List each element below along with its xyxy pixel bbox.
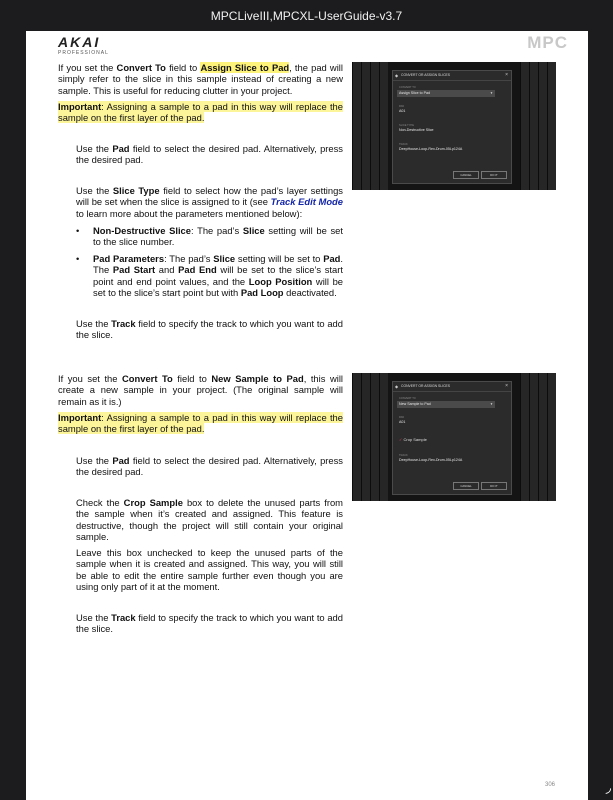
track-strip [361, 373, 370, 501]
text: setting will be set to the slice number. [93, 225, 344, 248]
text: : The pad’s [190, 225, 243, 236]
cancel-button: CANCEL [453, 171, 479, 179]
text: Use the [76, 143, 113, 154]
field-label: CONVERT TO [399, 86, 416, 89]
bold-text: Pad [323, 252, 341, 264]
bold-text: Slice [242, 225, 265, 236]
list-item [76, 225, 343, 248]
text: field to select the desired pad. Alternatively, press the desired pad. [76, 143, 343, 166]
bold-text: New Sample to Pad [211, 373, 304, 384]
crop-sample-label: Crop Sample [403, 437, 427, 442]
important-label: Important [58, 412, 102, 423]
track-strip [538, 62, 547, 190]
field-value: A01 [399, 109, 406, 113]
pad-field-paragraph-2 [76, 455, 343, 478]
text: field to [172, 373, 212, 384]
important-text: : Assigning a sample to a pad in this way will replace the sample on the first layer of the pad. [58, 101, 343, 124]
text: and [155, 264, 179, 276]
track-strip [547, 373, 556, 501]
dialog-title: CONVERT OR ASSIGN SLICES [401, 73, 451, 77]
track-strip [379, 373, 388, 501]
track-strip [547, 62, 556, 190]
important-note [58, 101, 343, 124]
track-strip [520, 62, 529, 190]
bold-text: Non-Destructive Slice [93, 225, 191, 236]
new-sample-paragraph [58, 373, 343, 407]
bold-text: Track [111, 318, 136, 329]
track-strip [520, 373, 529, 501]
text: field to select the desired pad. Alternatively, press the desired pad. [76, 455, 343, 478]
dialog-icon: ◆ [395, 73, 399, 78]
track-field-paragraph-2 [76, 612, 343, 635]
value-text: New Sample to Pad [399, 402, 431, 406]
text: will be set to the slice’s start point but with [93, 275, 344, 299]
bold-text: Slice Type [112, 185, 160, 196]
text: Use the [76, 185, 113, 196]
bold-text: Pad [112, 143, 130, 154]
slice-type-paragraph [76, 185, 343, 219]
field-value: Non-Destructive Slice [399, 128, 434, 132]
dialog-window [392, 70, 512, 184]
akai-logo [58, 35, 109, 56]
track-strip [361, 62, 370, 190]
field-value [397, 90, 495, 97]
do-it-button: DO IT [481, 482, 507, 490]
text: If you set the [58, 373, 123, 384]
track-strip [370, 62, 379, 190]
text: Use the [76, 318, 112, 329]
field-label: CONVERT TO [399, 397, 416, 400]
track-strip [529, 62, 538, 190]
close-icon: × [505, 72, 508, 78]
important-note-2 [58, 412, 343, 435]
dialog-header [393, 71, 511, 81]
field-label: TRACK [399, 143, 408, 146]
bold-text: Pad Loop [240, 287, 284, 299]
important-label: Important [58, 101, 102, 112]
akai-brand-sub: PROFESSIONAL [58, 50, 109, 56]
text: Use the [76, 612, 112, 623]
bold-text: Pad [112, 455, 130, 466]
bold-text: Convert To [122, 373, 173, 384]
text: : The pad’s [164, 252, 214, 264]
field-label: PAD [399, 416, 405, 419]
dialog-title: CONVERT OR ASSIGN SLICES [401, 384, 451, 388]
dialog-icon: ◆ [395, 384, 399, 389]
text: field to specify the track to which you want to add the slice. [76, 612, 343, 635]
important-text: : Assigning a sample to a pad in this way will replace the sample on the first layer of the pad. [58, 412, 343, 435]
text: field to select how the pad’s layer settings will be set when the slice is assigned to it (see [76, 185, 343, 208]
bold-text: Crop Sample [123, 497, 183, 508]
bold-text: Loop Position [248, 275, 313, 287]
cancel-button: CANCEL [453, 482, 479, 490]
mpc-logo: MPC [527, 33, 568, 52]
close-icon: × [505, 383, 508, 389]
field-value: A01 [399, 420, 406, 424]
track-strip [538, 373, 547, 501]
bold-text: Convert To [116, 62, 166, 73]
dialog-header [393, 382, 511, 392]
field-label: SLICE TYPE [399, 124, 414, 127]
window-title: MPCLiveIII,MPCXL-UserGuide-v3.7 [0, 0, 613, 31]
highlighted-text: Assign Slice to Pad [200, 62, 290, 73]
crop-sample-paragraph [76, 497, 343, 543]
unchecked-paragraph: Leave this box unchecked to keep the unused parts of the sample when it is created and assigned. This way, you will still be able to edit the entire sample further even though you are using only part of it at the moment. [76, 547, 343, 593]
bold-text: Track [111, 612, 136, 623]
bold-text: Pad Parameters [93, 252, 165, 264]
value-text: Assign Slice to Pad [399, 91, 430, 95]
text: , the pad will simply refer to the slice in this sample instead of creating a new sample. This is useful for reducing clutter in your project. [58, 62, 343, 96]
chevron-down-icon: ▼ [490, 402, 493, 406]
page-number: 306 [544, 782, 555, 788]
text: deactivated. [283, 287, 337, 299]
text: box to delete the unused parts from the sample when it’s created and assigned. This feature is destructive, though the project will still contain your original sample. [76, 497, 343, 543]
track-strip [529, 373, 538, 501]
list-item [76, 253, 343, 299]
text: will be set to the slice’s start point and end point values, and the [93, 264, 343, 287]
crop-sample-checkbox [399, 437, 427, 442]
text: , this will create a new sample in your project. (The original sample will remain as it is.) [58, 373, 343, 407]
text: Use the [76, 455, 113, 466]
field-label: TRACK [399, 454, 408, 457]
chevron-down-icon: ▼ [490, 91, 493, 95]
check-icon: ✓ [399, 437, 403, 442]
slice-type-list [76, 225, 343, 303]
akai-brand: AKAI [58, 34, 101, 50]
convert-assign-dialog-screenshot-2 [352, 373, 556, 501]
track-strip [370, 373, 379, 501]
text: . The [93, 252, 343, 276]
pad-field-paragraph [76, 143, 343, 166]
field-value [397, 401, 495, 408]
bold-text: Pad End [178, 264, 217, 276]
text: setting will be set to [235, 252, 324, 264]
convert-assign-dialog-screenshot-1 [352, 62, 556, 190]
do-it-button: DO IT [481, 171, 507, 179]
field-label: PAD [399, 105, 405, 108]
convert-to-paragraph [58, 62, 343, 96]
track-edit-mode-link[interactable]: Track Edit Mode [270, 196, 343, 208]
text: field to specify the track to which you want to add the slice. [76, 318, 343, 341]
dialog-window [392, 381, 512, 495]
bold-text: Pad Start [112, 264, 156, 276]
text: If you set the [58, 62, 117, 73]
field-value: DeepHouse-Loop-Rex-Drum-05Lp124A [399, 147, 463, 151]
text: Check the [76, 497, 124, 508]
bold-text: Slice [213, 252, 236, 264]
track-field-paragraph [76, 318, 343, 341]
track-strip [379, 62, 388, 190]
track-strip [352, 373, 361, 501]
page-curl-icon[interactable]: ◞ [605, 779, 611, 795]
field-value: DeepHouse-Loop-Rex-Drum-05Lp124A [399, 458, 463, 462]
document-page[interactable] [26, 31, 588, 800]
track-strip [352, 62, 361, 190]
text: to learn more about the parameters mentioned below): [76, 207, 303, 219]
text: field to [165, 62, 201, 73]
